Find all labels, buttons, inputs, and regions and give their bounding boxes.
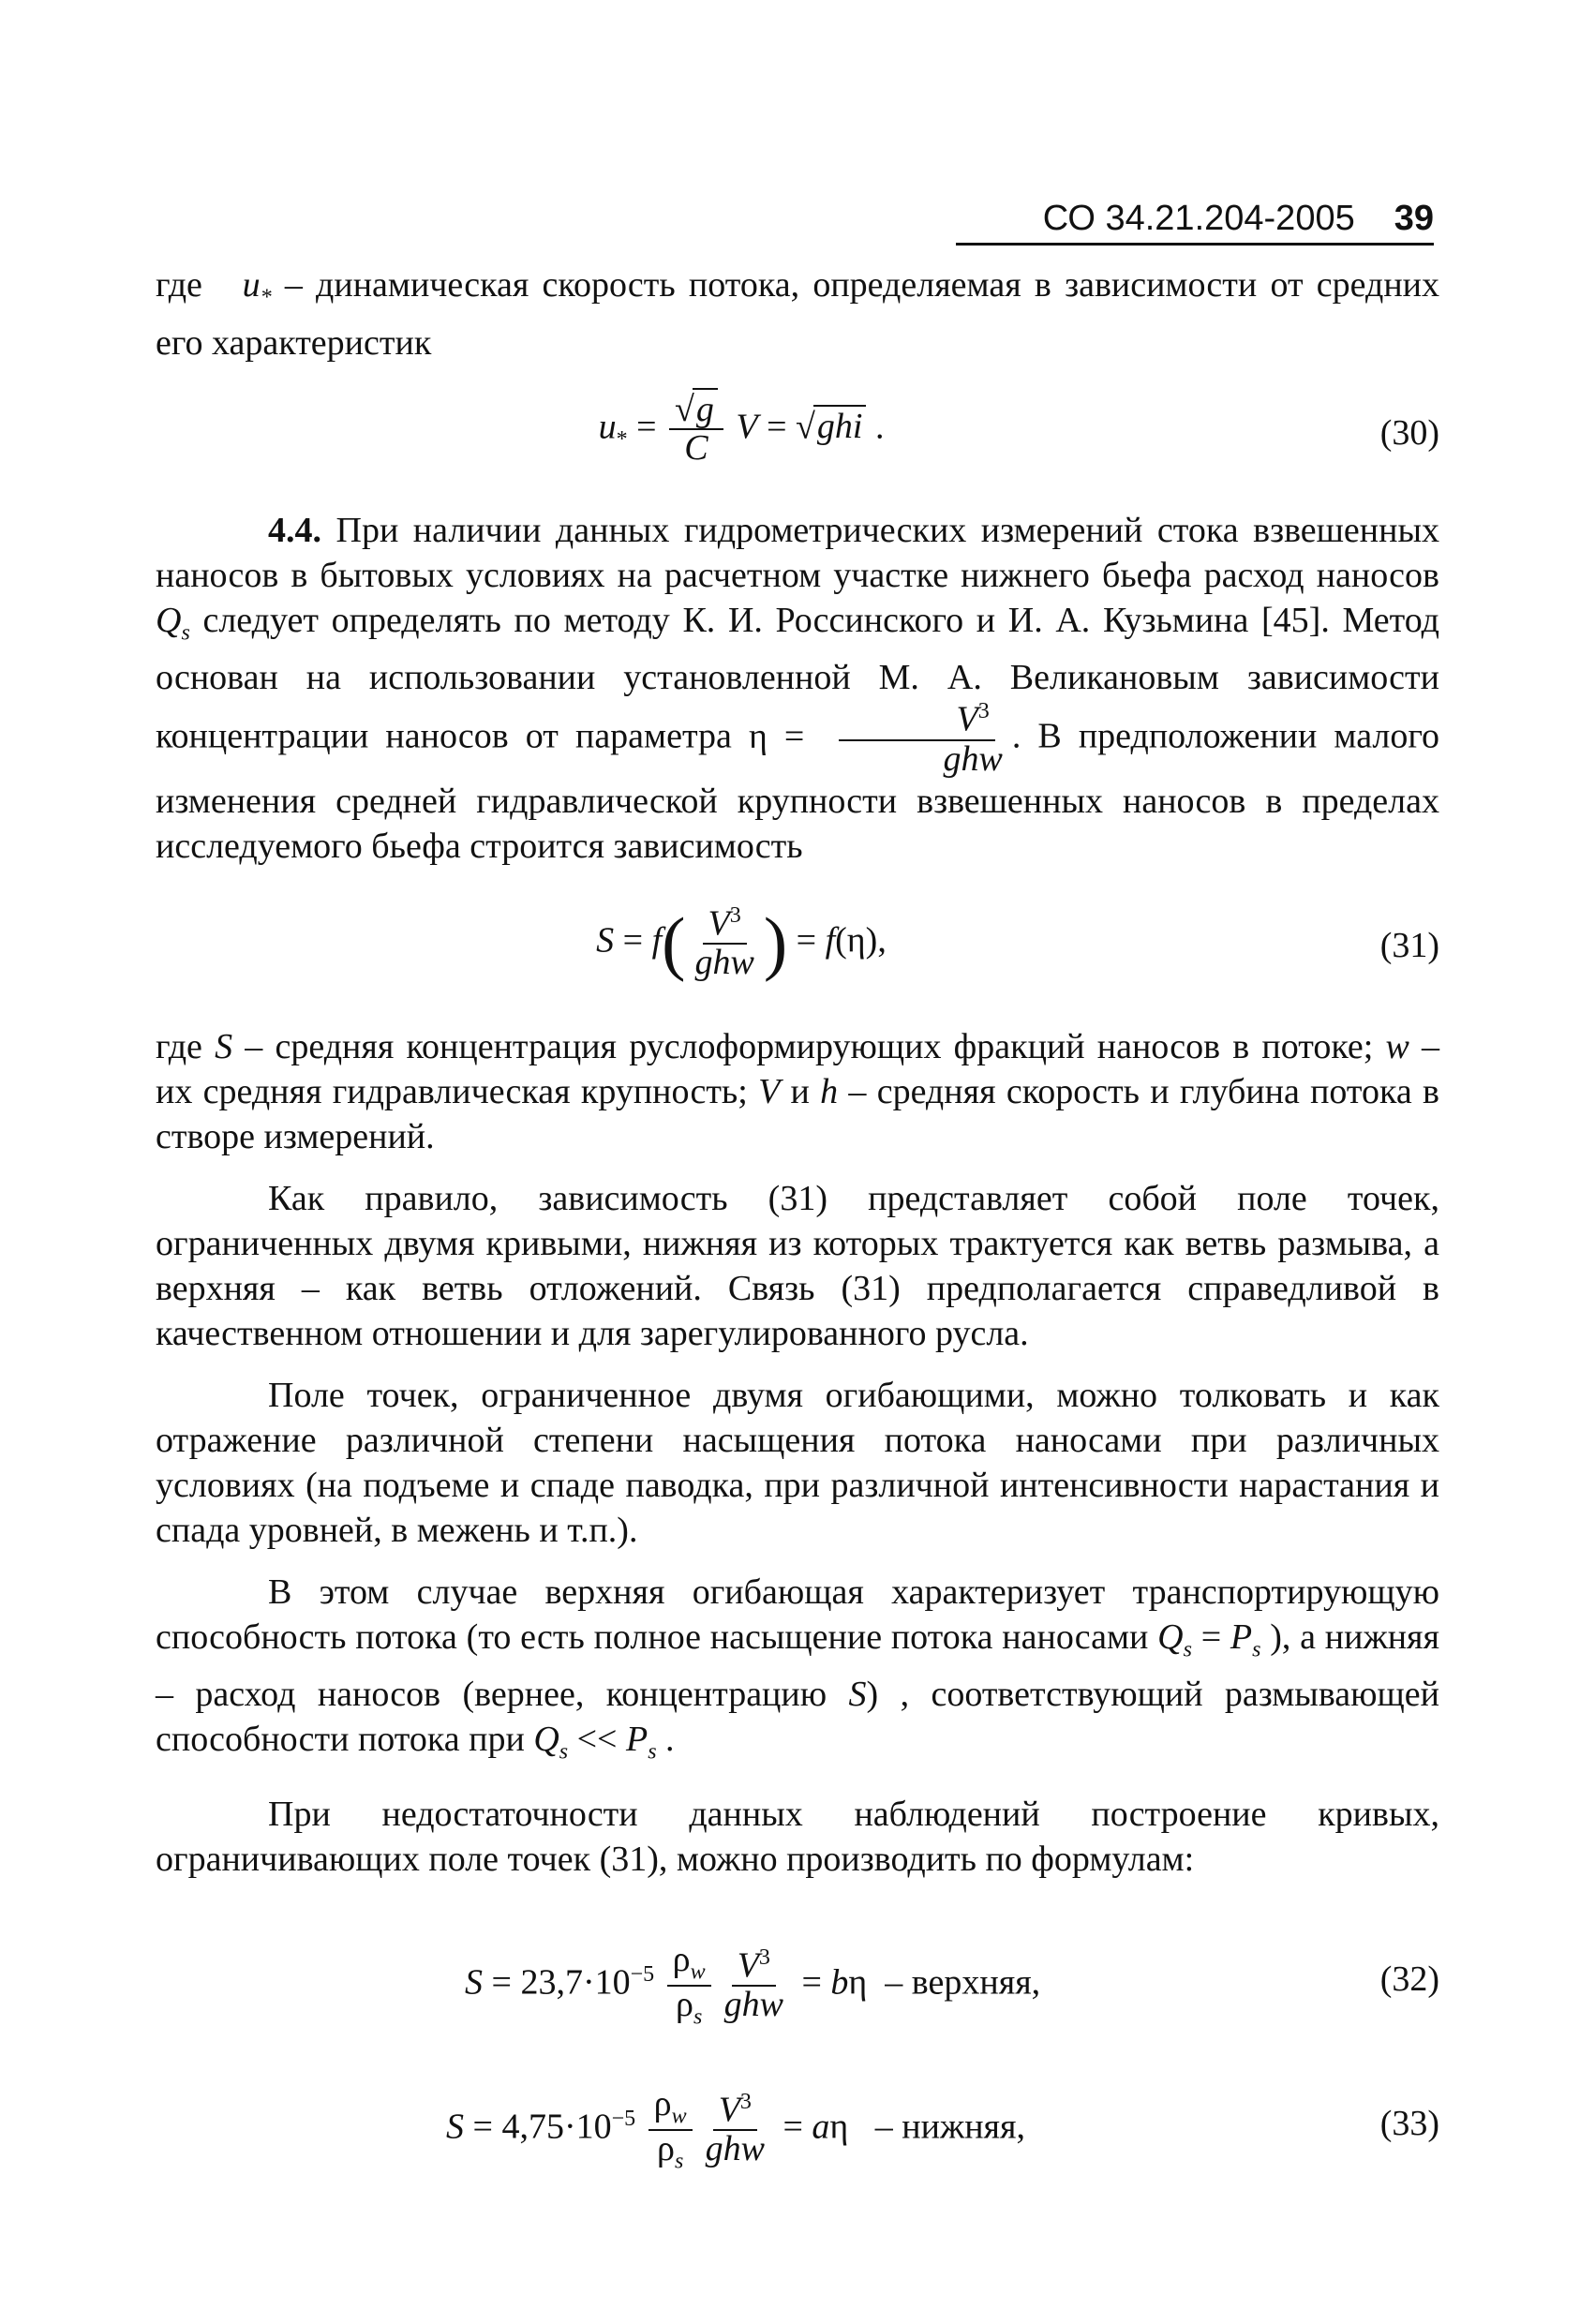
equation-30: $u_*$ = $\frac{√g}{C}$ V = √ghi . (30)	[598, 389, 1439, 469]
equation-31: S = f( $\frac{V^3}{\text{ghw}}$ ) = f(η), (31)	[596, 902, 1439, 983]
intro-paragraph: где $u_*$ – динамическая скорость потока, определяемая в зависимости от средних его характеристик	[156, 265, 1440, 363]
page-number: 39	[1394, 199, 1434, 238]
equation-32: $S = 23,7\cdot 10^{-5}$ $\frac{\rho_w}{\rho_s}$ $\frac{V^3}{\text{ghw}}$ = bη – верхняя, (32)	[465, 1939, 1439, 2030]
paragraph-field-of-points: Как правило, зависимость (31) представляет собой поле точек, ограниченных двумя кривыми, нижняя из которых трактуется как ветвь размыва, а верхняя – как ветвь отложений. Связь (31) предполагается справедливой в качественном отношении и для зарегулированного русла.	[156, 1178, 1439, 1353]
paragraph-formulas-intro: При недостаточности данных наблюдений построение кривых, ограничивающих поле точек (31), можно производить по формулам:	[156, 1794, 1439, 1879]
paragraph-envelopes: Поле точек, ограниченное двумя огибающими, можно толковать и как отражение различной степени насыщения потока наносами при различных условиях (на подъеме и спаде паводка, при различной интенсивности нарастания и спада уровней, в межень и т.п.).	[156, 1375, 1439, 1550]
paragraph-transport-capacity: В этом случае верхняя огибающая характеризует транспортирующую способность потока (то есть полное насыщение потока наносами $Q_s = P_s$ ), а нижняя – расход наносов (вернее, концентрацию S) , соответствующий размывающей способности потока при $Q_s << P_s$ .	[156, 1572, 1440, 1765]
page-body	[156, 262, 1439, 2202]
upper-label: – верхняя,	[885, 1962, 1041, 2003]
section-label: 4.4.	[268, 510, 321, 550]
equation-31-number: (31)	[1379, 925, 1439, 965]
section-4-4-paragraph: 4.4. При наличии данных гидрометрических измерений стока взвешенных наносов в бытовых условиях на расчетном участке нижнего бьефа расход наносов $Q_s$ следует определять по методу К. И. Россинского и И. А. Кузьмина [45]. Метод основан на использовании установленной М. А. Великановым зависимости концентрации наносов от параметра η = $\frac{V^3}{\text{ghw}}$ . В предположении малого изменения средней гидравлической крупности взвешенных наносов в пределах исследуемого бьефа строится зависимость	[156, 510, 1439, 866]
equation-30-number: (30)	[1379, 412, 1439, 453]
running-header	[956, 199, 1434, 246]
document-code: СО 34.21.204-2005	[1042, 199, 1355, 238]
equation-33-number: (33)	[1379, 2103, 1439, 2143]
equation-33: $S = 4,75\cdot 10^{-5}$ $\frac{\rho_w}{\rho_s}$ $\frac{V^3}{\text{ghw}}$ = aη – нижняя, (33)	[446, 2083, 1439, 2174]
lower-label: – нижняя,	[874, 2107, 1026, 2147]
equation-32-number: (32)	[1379, 1959, 1439, 1999]
where-31-paragraph: где S – средняя концентрация руслоформирующих фракций наносов в потоке; w – их средняя гидравлическая крупность; V и h – средняя скорость и глубина потока в створе измерений.	[156, 1026, 1439, 1156]
